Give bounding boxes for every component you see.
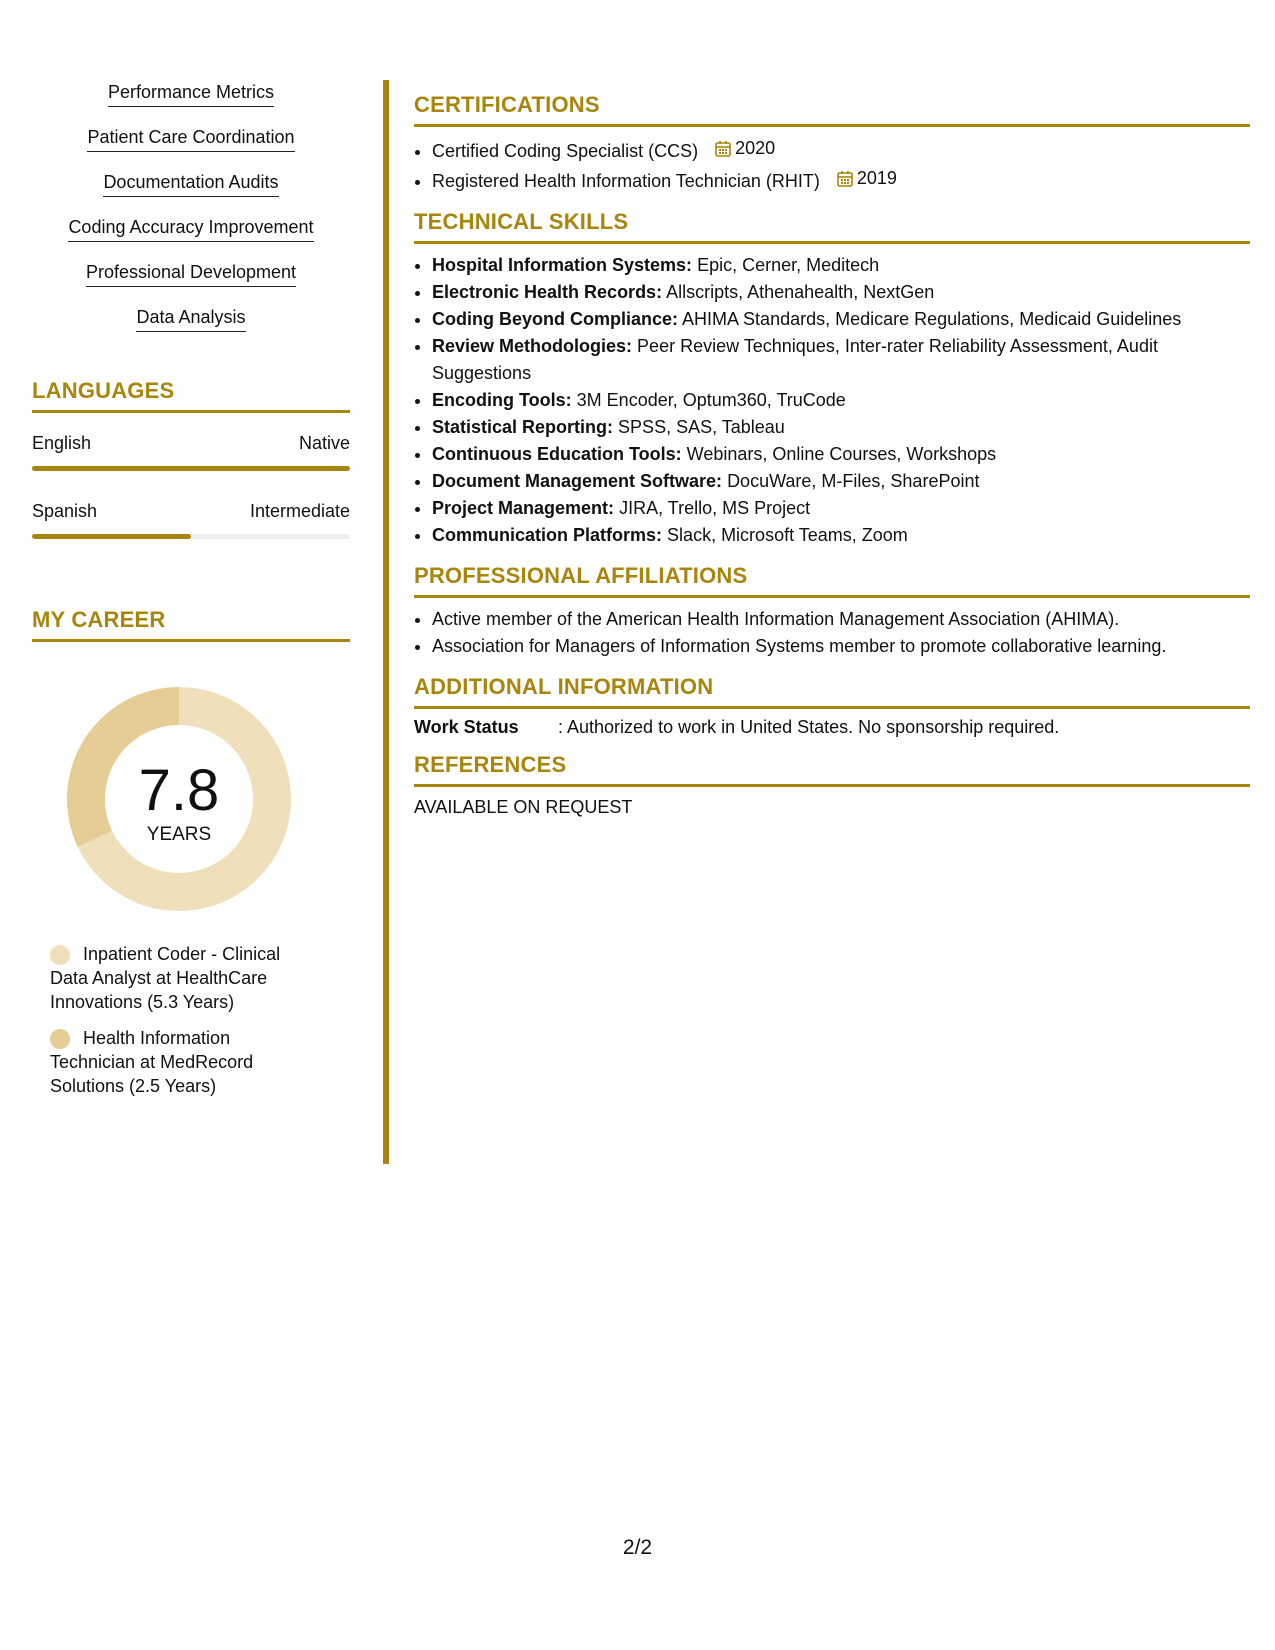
career-item <box>50 1026 300 1098</box>
skill-tag: Performance Metrics <box>108 76 274 107</box>
skill-label: Electronic Health Records: <box>432 282 663 302</box>
column-divider <box>383 80 389 1164</box>
additional-info-heading: ADDITIONAL INFORMATION <box>414 674 1250 709</box>
work-status-value: : Authorized to work in United States. No sponsorship required. <box>558 717 1060 737</box>
references-heading: REFERENCES <box>414 752 1250 787</box>
language-level: Intermediate <box>249 501 350 521</box>
career-donut-chart <box>66 686 292 912</box>
skill-label: Encoding Tools: <box>432 390 572 410</box>
skill-tag: Data Analysis <box>136 301 245 332</box>
languages-heading: LANGUAGES <box>32 378 350 413</box>
skill-value: JIRA, Trello, MS Project <box>619 498 811 518</box>
language-bar-fill <box>32 534 191 539</box>
certification-year: 2019 <box>856 168 897 188</box>
career-total: 7.8 <box>138 758 220 823</box>
language-bar <box>32 534 350 539</box>
skill-tag: Patient Care Coordination <box>87 121 294 152</box>
language-bar-fill <box>32 466 350 471</box>
language-item <box>32 433 350 471</box>
skill-value: Slack, Microsoft Teams, Zoom <box>667 525 908 545</box>
career-heading: MY CAREER <box>32 607 350 642</box>
skill-label: Communication Platforms: <box>432 525 663 545</box>
references-text: AVAILABLE ON REQUEST <box>414 797 633 817</box>
additional-info-section <box>414 674 1250 738</box>
certification-item <box>432 135 1250 165</box>
skill-item <box>432 279 1250 306</box>
sidebar <box>32 76 350 1110</box>
skill-label: Coding Beyond Compliance: <box>432 309 679 329</box>
career-section <box>32 607 350 1098</box>
skill-value: SPSS, SAS, Tableau <box>618 417 785 437</box>
skill-tag: Documentation Audits <box>103 166 278 197</box>
skill-value: Webinars, Online Courses, Workshops <box>686 444 997 464</box>
career-unit: YEARS <box>146 824 212 845</box>
page-number: 2/2 <box>622 1536 653 1559</box>
skill-item <box>432 333 1250 387</box>
skill-item <box>432 468 1250 495</box>
skill-label: Project Management: <box>432 498 615 518</box>
language-item <box>32 501 350 539</box>
certifications-section <box>414 92 1250 195</box>
language-name: English <box>32 433 92 453</box>
skill-tag: Professional Development <box>86 256 296 287</box>
skill-value: Epic, Cerner, Meditech <box>697 255 880 275</box>
certification-item <box>432 165 1250 195</box>
skill-value: Allscripts, Athenahealth, NextGen <box>666 282 935 302</box>
references-section <box>414 752 1250 818</box>
language-level: Native <box>298 433 350 453</box>
skill-item <box>432 495 1250 522</box>
calendar-icon <box>837 170 853 187</box>
certification-name: Certified Coding Specialist (CCS) <box>432 141 699 161</box>
language-name: Spanish <box>32 501 98 521</box>
skill-label: Document Management Software: <box>432 471 723 491</box>
career-label: Inpatient Coder - Clinical Data Analyst at HealthCare Innovations (5.3 Years) <box>50 944 281 1012</box>
certification-year: 2020 <box>735 138 776 158</box>
skill-tags <box>32 76 350 346</box>
skill-label: Hospital Information Systems: <box>432 255 693 275</box>
technical-skills-section <box>414 209 1250 549</box>
work-status-row <box>414 717 1250 738</box>
main-content <box>414 92 1250 832</box>
skill-item <box>432 252 1250 279</box>
certifications-heading: CERTIFICATIONS <box>414 92 1250 127</box>
technical-skills-heading: TECHNICAL SKILLS <box>414 209 1250 244</box>
skill-item <box>432 414 1250 441</box>
skill-item <box>432 387 1250 414</box>
legend-dot <box>50 945 70 965</box>
skill-item <box>432 522 1250 549</box>
affiliation-item: • Active member of the American Health Information Management Association (AHIMA). <box>432 606 1250 633</box>
skill-value: DocuWare, M-Files, SharePoint <box>727 471 980 491</box>
career-label: Health Information Technician at MedRecord Solutions (2.5 Years) <box>50 1028 254 1096</box>
skill-value: AHIMA Standards, Medicare Regulations, Medicaid Guidelines <box>682 309 1182 329</box>
legend-dot <box>50 1029 70 1049</box>
affiliations-section <box>414 563 1250 660</box>
skill-label: Review Methodologies: <box>432 336 633 356</box>
skill-tag: Coding Accuracy Improvement <box>68 211 313 242</box>
skill-value: Peer Review Techniques, Inter-rater Reliability Assessment, Audit Suggestions <box>432 336 1158 383</box>
certification-name: Registered Health Information Technician (RHIT) <box>432 171 820 191</box>
career-item <box>50 942 300 1014</box>
skill-value: 3M Encoder, Optum360, TruCode <box>576 390 846 410</box>
affiliation-item: • Association for Managers of Information Systems member to promote collaborative learning. <box>432 633 1250 660</box>
work-status-label: Work Status <box>414 717 519 737</box>
languages-section <box>32 378 350 539</box>
skill-item <box>432 306 1250 333</box>
career-legend <box>50 942 300 1098</box>
language-bar <box>32 466 350 471</box>
affiliations-heading: PROFESSIONAL AFFILIATIONS <box>414 563 1250 598</box>
skill-label: Continuous Education Tools: <box>432 444 682 464</box>
skill-label: Statistical Reporting: <box>432 417 614 437</box>
skill-item <box>432 441 1250 468</box>
calendar-icon <box>715 140 731 157</box>
